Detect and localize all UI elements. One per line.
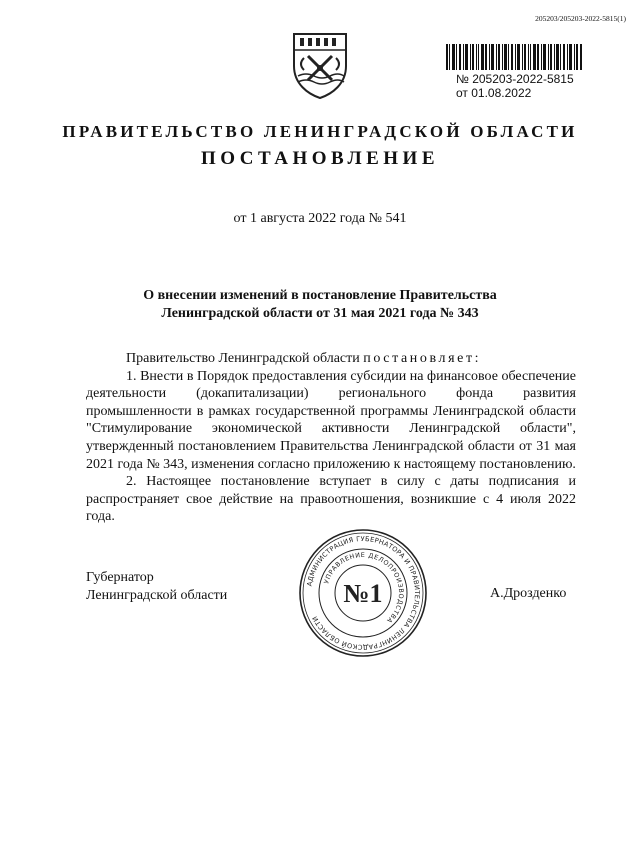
seal-outer-text: АДМИНИСТРАЦИЯ ГУБЕРНАТОРА И ПРАВИТЕЛЬСТВА ЛЕНИНГРАДСКОЙ ОБЛАСТИ xyxy=(305,534,422,652)
item-2: 2. Настоящее постановление вступает в силу с даты подписания и распространяет свое действие на правоотношения, возникшие с 4 июля 2022 года. xyxy=(86,474,576,525)
signatory-name: А.Дрозденко xyxy=(490,586,567,601)
subject-line-2: Ленинградской области от 31 мая 2021 года № 343 xyxy=(161,306,479,321)
coat-of-arms-icon xyxy=(284,28,356,100)
registration-date: от 01.08.2022 xyxy=(456,86,532,100)
official-seal-icon xyxy=(297,527,429,659)
preamble xyxy=(86,350,576,368)
registration-number: № 205203-2022-5815 xyxy=(456,72,574,86)
seal-inner-text: УПРАВЛЕНИЕ ДЕЛОПРОИЗВОДСТВА xyxy=(322,550,406,625)
signatory-position xyxy=(86,569,227,605)
position-line-1: Губернатор xyxy=(86,570,154,585)
document-type-title: ПОСТАНОВЛЕНИЕ xyxy=(200,148,440,169)
authority-title: ПРАВИТЕЛЬСТВО ЛЕНИНГРАДСКОЙ ОБЛАСТИ xyxy=(62,122,578,141)
decree-date: от 1 августа 2022 года № 541 xyxy=(233,211,407,226)
preamble-verb: постановляет: xyxy=(363,351,482,366)
document-code: 205203/205203-2022-5815(1) xyxy=(535,14,626,23)
seal-center-number: №1 xyxy=(343,579,383,608)
registration-block xyxy=(456,72,574,100)
decree-subject xyxy=(0,287,640,323)
preamble-text: Правительство Ленинградской области xyxy=(126,351,364,366)
position-line-2: Ленинградской области xyxy=(86,588,228,603)
barcode-icon xyxy=(446,44,582,70)
item-1: 1. Внести в Порядок предоставления субсидии на финансовое обеспечение деятельности (докапитализации) регионального фонда развития промышленности в рамках государственной программы Ленинградской области "Стимулирование экономической активности Ленинградской области", утвержденный постановлением Правительства Ленинградской области от 31 мая 2021 года № 343, изменения согласно приложению к настоящему постановлению. xyxy=(86,368,576,472)
decree-body xyxy=(86,350,576,526)
subject-line-1: О внесении изменений в постановление Правительства xyxy=(143,288,497,303)
